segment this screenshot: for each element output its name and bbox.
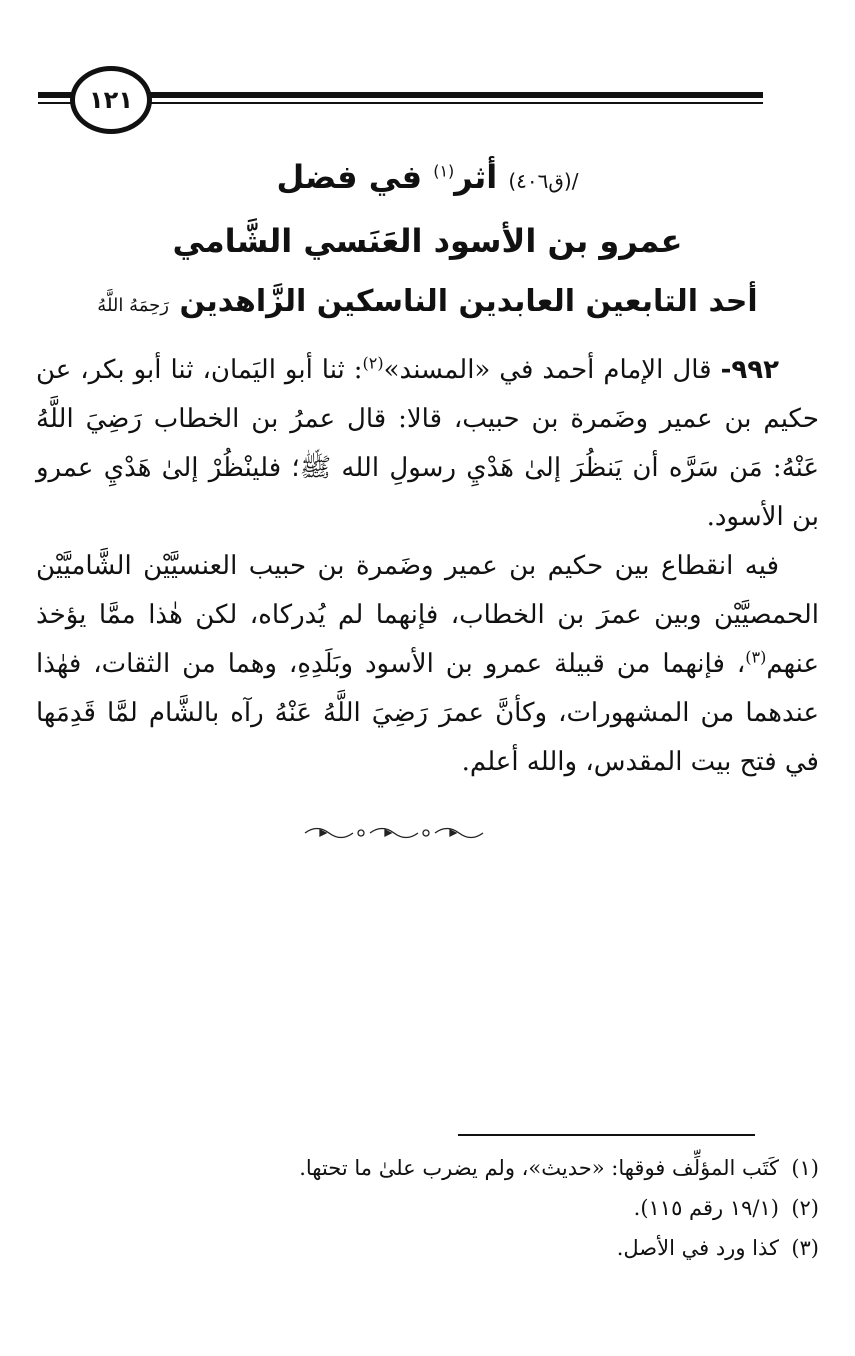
footnote-ref-3[interactable]: (٣) (745, 647, 767, 667)
heading-rest: في فضل (276, 158, 423, 196)
footnote-text: (١٩/١ رقم ١١٥). (633, 1196, 779, 1220)
heading-word: أثر (454, 158, 498, 196)
honorific-glyph: رَحِمَهُ اللَّهُ (97, 295, 169, 316)
footnote-item (36, 1188, 819, 1228)
paragraph-1-rest: : ثنا أبو اليَمان، ثنا أبو بكر، عن حكيم بن عمير وضَمرة بن حبيب، قالا: قال عمرُ بن الخطاب رَضِيَ اللَّهُ عَنْهُ: مَن سَرَّه أن يَنظُرَ إلىٰ هَدْيِ رسولِ الله ﷺ؛ فلينْظُرْ إلىٰ هَدْيِ عمرو بن الأسود. (36, 355, 819, 532)
footnote-number: (٣) (791, 1236, 819, 1260)
footnotes (36, 1148, 819, 1268)
main-text (36, 346, 819, 787)
page-number: ١٢١ (70, 66, 152, 134)
footnote-separator (458, 1134, 755, 1136)
chapter-heading-line-3 (36, 284, 819, 319)
paragraph-hadith (36, 346, 819, 542)
footnote-ref-1[interactable]: (١) (433, 161, 455, 181)
chapter-heading-line-2: عمرو بن الأسود العَنَسي الشَّامي (172, 222, 683, 260)
paragraph-commentary (36, 542, 819, 787)
manuscript-reference: /(ق٤٠٦) (508, 169, 579, 193)
footnote-number: (٢) (791, 1196, 819, 1220)
paragraph-1-start: قال الإمام أحمد في «المسند» (383, 355, 712, 385)
hadith-number: ٩٩٢- (720, 355, 779, 385)
footnote-item (36, 1228, 819, 1268)
page-header (0, 58, 855, 138)
footnote-item (36, 1148, 819, 1188)
footnote-number: (١) (791, 1156, 819, 1180)
footnote-ref-2[interactable]: (٢) (362, 353, 384, 373)
footnote-text: كَتَب المؤلِّف فوقها: «حديث»، ولم يضرب علىٰ ما تحتها. (299, 1156, 779, 1180)
paragraph-2-start: فيه انقطاع بين حكيم بن عمير وضَمرة بن حبيب العنسيَّيْن الشَّاميَّيْن الحمصيَّيْن وبين عمرَ بن الخطاب، فإنهما لم يُدركاه، لكن هٰذا ممَّا يؤخذ عنهم (36, 551, 819, 679)
heading-subtitle: أحد التابعين العابدين الناسكين الزَّاهدين (179, 284, 758, 319)
ornament-divider-icon (300, 822, 500, 844)
paragraph-2-rest: ، فإنهما من قبيلة عمرو بن الأسود وبَلَدِهِ، وهما من الثقات، فهٰذا عندهما من المشهورات، وكأنَّ عمرَ رَضِيَ اللَّهُ عَنْهُ رآه بالشَّام لمَّا قَدِمَها في فتح بيت المقدس، والله أعلم. (36, 649, 819, 777)
chapter-heading-line-1 (36, 158, 819, 196)
footnote-text: كذا ورد في الأصل. (616, 1236, 779, 1260)
